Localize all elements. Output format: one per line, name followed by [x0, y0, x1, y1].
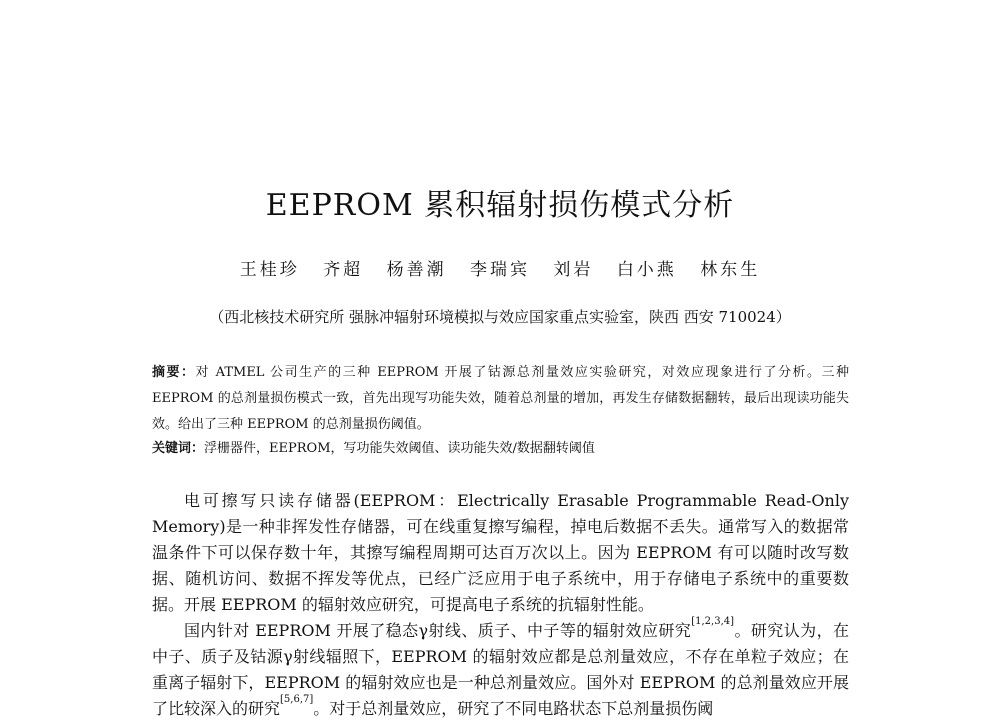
- abstract-text: 对 ATMEL 公司生产的三种 EEPROM 开展了钴源总剂量效应实验研究，对效应现象进行了分析。三种 EEPROM 的总剂量损伤模式一致，首先出现写功能失效，随着总剂量的增加，再发生存储数据翻转，最后出现读功能失效。给出了三种 EEPROM 的总剂量损伤阈值。: [152, 365, 849, 432]
- author-name: 王桂珍: [239, 260, 300, 280]
- abstract: [152, 360, 849, 438]
- citation: [5,6,7]: [280, 694, 314, 705]
- paper-title: EEPROM 累积辐射损伤模式分析: [265, 188, 735, 223]
- body-text: [152, 488, 849, 722]
- keywords-label: 关键词：: [152, 441, 205, 456]
- citation: [1,2,3,4]: [691, 616, 735, 627]
- author-list: [0, 255, 1000, 280]
- author-name: 刘岩: [553, 260, 594, 280]
- keywords-text: 浮栅器件，EEPROM，写功能失效阈值、读功能失效/数据翻转阈值: [204, 441, 595, 456]
- paragraph-text: 。对于总剂量效应，研究了不同电路状态下总剂量损伤阈: [313, 699, 714, 718]
- paragraph: [152, 618, 849, 722]
- paragraph-text: 国内针对 EEPROM 开展了稳态γ射线、质子、中子等的辐射效应研究: [184, 621, 692, 640]
- author-name: 李瑞宾: [470, 260, 530, 280]
- author-name: 林东生: [700, 260, 761, 280]
- abstract-label: 摘要：: [152, 365, 196, 380]
- keywords: [152, 436, 849, 462]
- author-name: 白小燕: [616, 260, 677, 280]
- author-name: 杨善潮: [386, 260, 447, 280]
- author-name: 齐超: [323, 260, 364, 280]
- affiliation: （西北核技术研究所 强脉冲辐射环境模拟与效应国家重点实验室，陕西 西安 710024）: [209, 308, 791, 326]
- paragraph: 电可擦写只读存储器(EEPROM：Electrically Erasable Programmable Read-Only Memory)是一种非挥发性存储器，可在线重复擦写编程，掉电后数据不丢失。通常写入的数据常温条件下可以保存数十年，其擦写编程周期可达百万次以上。因为 EEPROM 有可以随时改写数据、随机访问、数据不挥发等优点，已经广泛应用于电子系统中，用于存储电子系统中的重要数据。开展 EEPROM 的辐射效应研究，可提高电子系统的抗辐射性能。: [152, 491, 849, 614]
- paragraph-text: 。研究认为，在中子、质子及钴源γ射线辐照下，EEPROM 的辐射效应都是总剂量效应，不存在单粒子效应；在重离子辐射下，EEPROM 的辐射效应也是一种总剂量效应。国外对 EEPROM 的总剂量效应开展了比较深入的研究: [152, 621, 849, 718]
